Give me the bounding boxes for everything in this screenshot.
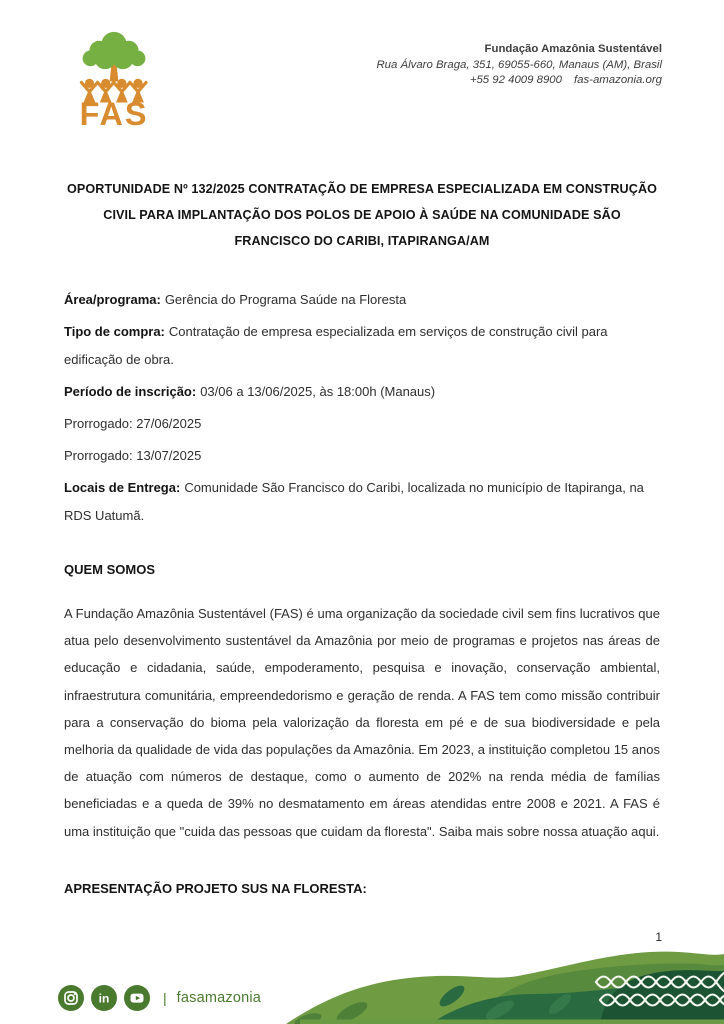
field-prorrogado-2 — [64, 442, 660, 470]
linkedin-icon[interactable] — [91, 985, 117, 1011]
social-handle[interactable]: fasamazonia — [176, 990, 262, 1006]
fas-logo — [64, 26, 164, 130]
field-value: Prorrogado: 13/07/2025 — [64, 448, 202, 463]
youtube-icon[interactable] — [124, 985, 150, 1011]
field-label: Tipo de compra: — [64, 324, 165, 339]
field-periodo-inscricao — [64, 378, 660, 406]
document-title: OPORTUNIDADE Nº 132/2025 CONTRATAÇÃO DE EMPRESA ESPECIALIZADA EM CONSTRUÇÃO CIVIL PARA IMPLANTAÇÃO DOS POLOS DE APOIO À SAÚDE NA COMUNIDADE SÃO FRANCISCO DO CARIBI, ITAPIRANGA/AM — [66, 182, 658, 248]
org-address: Rua Álvaro Braga, 351, 69055-660, Manaus (AM), Brasil — [376, 58, 662, 71]
field-tipo-de-compra — [64, 318, 660, 374]
logo-text: FAS — [79, 96, 149, 130]
linkedin-glyph: in — [98, 991, 110, 1006]
section-heading-quem-somos: QUEM SOMOS — [64, 562, 156, 577]
opportunity-details — [64, 286, 660, 530]
section-heading-apresentacao: APRESENTAÇÃO PROJETO SUS NA FLORESTA: — [64, 880, 367, 896]
field-value: Gerência do Programa Saúde na Floresta — [164, 292, 407, 307]
header-contact-block — [376, 42, 662, 89]
field-value: 03/06 a 13/06/2025, às 18:00h (Manaus) — [200, 384, 436, 399]
field-label: Área/programa: — [64, 292, 161, 307]
field-value: Contratação de empresa especializada em serviços de construção civil para edificação de obra. — [64, 324, 608, 367]
field-value: Prorrogado: 27/06/2025 — [64, 416, 202, 431]
field-prorrogado-1 — [64, 410, 660, 438]
document-body — [0, 286, 724, 903]
page-header — [0, 0, 724, 130]
org-name: Fundação Amazônia Sustentável — [484, 43, 662, 55]
field-value: Comunidade São Francisco do Caribi, localizada no município de Itapiranga, na RDS Uatumã. — [64, 480, 644, 523]
social-links-bar — [58, 985, 261, 1011]
page-number: 1 — [655, 930, 662, 944]
social-divider: | — [163, 990, 167, 1006]
org-phone: +55 92 4009 8900 — [469, 74, 562, 87]
field-locais-entrega — [64, 474, 660, 530]
org-phone-site-line — [376, 73, 662, 89]
tree-icon — [83, 32, 146, 82]
field-label: Locais de Entrega: — [64, 480, 181, 495]
quem-somos-paragraph: A Fundação Amazônia Sustentável (FAS) é uma organização da sociedade civil sem fins lucrativos que atua pelo desenvolvimento sustentável da Amazônia por meio de programas e projetos nas áreas de educação e cidadania, saúde, empoderamento, pesquisa e inovação, conservação ambiental, infraestrutura comunitária, empreendedorismo e geração de renda. A FAS tem como missão contribuir para a conservação do bioma pela valorização da floresta em pé e de sua biodiversidade e pela melhoria da qualidade de vida das populações da Amazônia. Em 2023, a instituição completou 15 anos de atuação com números de destaque, como o aumento de 202% na renda média de famílias beneficiadas e a queda de 39% no desmatamento em áreas atendidas entre 2008 e 2021. A FAS é uma instituição que "cuida das pessoas que cuidam da floresta". Saiba mais sobre nossa atuação aqui. — [64, 606, 660, 839]
field-label: Período de inscrição: — [64, 384, 197, 399]
field-area-programa — [64, 286, 660, 314]
instagram-icon[interactable] — [58, 985, 84, 1011]
org-website: fas-amazonia.org — [573, 74, 662, 87]
